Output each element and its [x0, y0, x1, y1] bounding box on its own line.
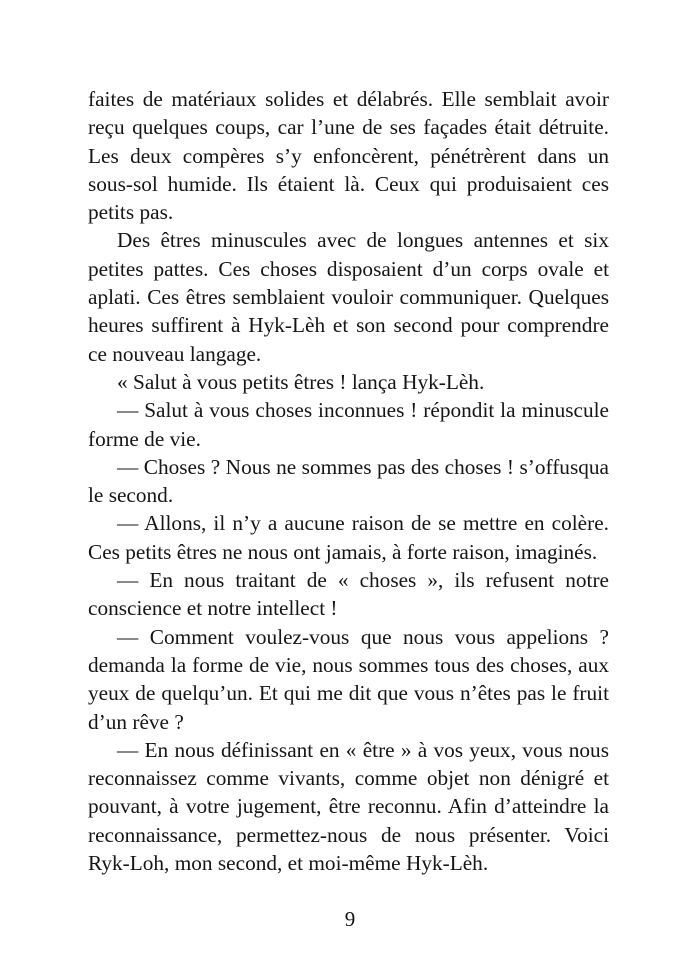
- dialogue-line: — Allons, il n’y a aucune raison de se mettre en colère. Ces petits êtres ne nous ont jamais, à forte raison, imaginés.: [88, 511, 609, 564]
- dialogue-line: — Comment voulez-vous que nous vous appelions ? demanda la forme de vie, nous sommes tous des choses, aux yeux de quelqu’un. Et qui me dit que vous n’êtes pas le fruit d’un rêve ?: [88, 624, 609, 734]
- paragraph-continuation: faites de matériaux solides et délabrés. Elle semblait avoir reçu quelques coups, car l’une de ses façades était détruite. Les deux compères s’y enfoncèrent, pénétrèrent dans un sous-sol humide. Ils étaient là. Ceux qui produisaient ces petits pas.: [88, 87, 609, 225]
- paragraph-beings-description: Des êtres minuscules avec de longues antennes et six petites pattes. Ces choses disposaient d’un corps ovale et aplati. Ces êtres semblaient vouloir communiquer. Quelques heures suffirent à Hyk-Lèh et son second pour comprendre ce nouveau langage.: [88, 228, 609, 366]
- dialogue-line: — En nous définissant en « être » à vos yeux, vous nous reconnaissez comme vivants, comme objet non dénigré et pouvant, à votre jugement, être reconnu. Afin d’atteindre la reconnaissance, permettez-nous de nous présenter. Voici Ryk-Loh, mon second, et moi-même Hyk-Lèh.: [88, 737, 609, 876]
- dialogue-line: « Salut à vous petits êtres ! lança Hyk-Lèh.: [117, 369, 485, 394]
- page-body-text: [88, 85, 609, 877]
- dialogue-line: — Salut à vous choses inconnues ! répondit la minuscule forme de vie.: [88, 398, 609, 451]
- dialogue-line: — Choses ? Nous ne sommes pas des choses ! s’offusqua le second.: [88, 454, 609, 508]
- page-number: 9: [344, 907, 356, 931]
- dialogue-line: — En nous traitant de « choses », ils refusent notre conscience et notre intellect !: [88, 568, 609, 621]
